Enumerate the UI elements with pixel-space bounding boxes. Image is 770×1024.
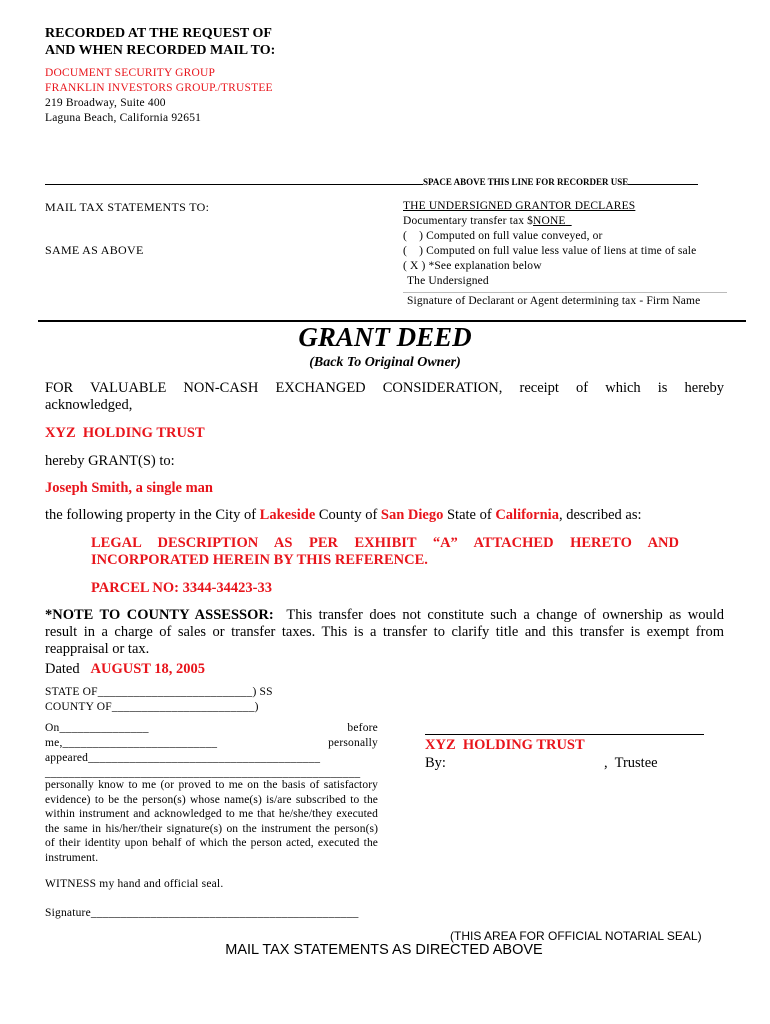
- mail-tax-value: SAME AS ABOVE: [45, 243, 144, 257]
- notary-signature-line: Signature_____________________________________________: [45, 907, 359, 919]
- deed-subtitle: (Back To Original Owner): [309, 355, 461, 370]
- signer-name: XYZ HOLDING TRUST: [425, 737, 585, 753]
- address-line-2: Laguna Beach, California 92651: [45, 112, 202, 124]
- property-suffix: , described as:: [558, 507, 642, 523]
- property-county: San Diego: [380, 507, 444, 523]
- recorder-use-line: [45, 177, 725, 187]
- legal-description: [91, 535, 679, 569]
- transfer-tax-label: Documentary transfer tax $: [403, 215, 534, 227]
- property-city: Lakeside: [259, 507, 316, 523]
- property-state: California: [495, 507, 559, 523]
- consideration-paragraph: [45, 380, 724, 414]
- company-name-2: FRANKLIN INVESTORS GROUP./TRUSTEE: [45, 82, 273, 94]
- notary-on-date: On_______________: [45, 722, 149, 734]
- dated-line: [45, 661, 205, 678]
- undersigned-text: The Undersigned: [407, 275, 489, 287]
- state-prefix: State of: [443, 507, 496, 523]
- legal-line-1: LEGAL DESCRIPTION AS PER EXHIBIT “A” ATTACHED HERETO AND: [91, 535, 679, 551]
- notary-acknowledgment-text: personally know to me (or proved to me on the basis of satisfactory evidence) to be the person(s) whose name(s) is/are subscribed to the within instrument and acknowledged to me that he/she/they executed the same in his/her/their signature(s) on the instrument the person(s) of their identity upon behalf of which the person acted, executed the instrument.: [45, 779, 378, 864]
- notary-state-line: STATE OF__________________________) SS: [45, 686, 273, 698]
- notary-witness: WITNESS my hand and official seal.: [45, 878, 224, 890]
- notary-blank-line: _____________________________________________________: [45, 767, 361, 779]
- legal-line-2: INCORPORATED HEREIN BY THIS REFERENCE.: [91, 552, 428, 568]
- grantee-name: Joseph Smith, a single man: [45, 480, 213, 496]
- note-label: *NOTE TO COUNTY ASSESSOR:: [45, 607, 274, 623]
- tax-option-3: ( X ) *See explanation below: [403, 260, 542, 272]
- note-line-2: result in a charge of sales or transfer taxes. This is a transfer to clarify title and this transfer is exempt from: [45, 624, 724, 640]
- property-prefix: the following property in the City of: [45, 507, 260, 523]
- grants-to-text: hereby GRANT(S) to:: [45, 453, 175, 469]
- footer-mail-tax-text: MAIL TAX STATEMENTS AS DIRECTED ABOVE: [225, 942, 543, 958]
- heading-line-2: AND WHEN RECORDED MAIL TO:: [45, 43, 276, 58]
- deed-title: GRANT DEED: [298, 322, 472, 352]
- assessor-note: [45, 607, 724, 658]
- transfer-tax-value: NONE: [533, 215, 566, 227]
- transfer-tax-line: [403, 214, 727, 229]
- return-address: [45, 66, 273, 126]
- tax-option-1: ( ) Computed on full value conveyed, or: [403, 230, 603, 242]
- notary-personally: personally: [328, 737, 378, 749]
- company-name-1: DOCUMENT SECURITY GROUP: [45, 67, 216, 79]
- recorder-rule-right: [628, 183, 698, 185]
- declarant-signature-label: Signature of Declarant or Agent determining tax - Firm Name: [403, 292, 727, 309]
- address-line-1: 219 Broadway, Suite 400: [45, 97, 166, 109]
- footer-mail-tax: [0, 942, 770, 958]
- notary-appeared: appeared_______________________________________: [45, 752, 321, 764]
- parcel-number: PARCEL NO: 3344-34423-33: [91, 580, 272, 596]
- note-line-1: [45, 607, 724, 624]
- dated-label: Dated: [45, 661, 80, 677]
- consideration-line-1: FOR VALUABLE NON-CASH EXCHANGED CONSIDERATION, receipt of which is hereby: [45, 380, 724, 396]
- dated-value: AUGUST 18, 2005: [90, 661, 206, 677]
- consideration-line-2: acknowledged,: [45, 397, 133, 413]
- declaration-heading: THE UNDERSIGNED GRANTOR DECLARES: [403, 200, 636, 212]
- note-line-1-text: This transfer does not constitute such a change of ownership as would: [273, 607, 724, 623]
- grantor-name: XYZ HOLDING TRUST: [45, 425, 205, 441]
- notary-before: before: [347, 722, 378, 734]
- signer-by-label: By:: [425, 755, 446, 771]
- notarial-seal-area-label: (THIS AREA FOR OFFICIAL NOTARIAL SEAL): [450, 929, 702, 943]
- notary-county-line: COUNTY OF________________________): [45, 701, 259, 713]
- recorder-rule-left: [45, 183, 423, 185]
- recording-request-heading: [45, 25, 275, 59]
- notary-me: me,__________________________: [45, 737, 218, 749]
- notary-on-block: [45, 721, 378, 781]
- signer-title: , Trustee: [604, 755, 658, 771]
- tax-option-2: ( ) Computed on full value less value of liens at time of sale: [403, 245, 697, 257]
- heading-line-1: RECORDED AT THE REQUEST OF: [45, 26, 272, 41]
- note-line-3: reappraisal or tax.: [45, 641, 150, 657]
- recorder-use-label: SPACE ABOVE THIS LINE FOR RECORDER USE: [423, 177, 629, 187]
- signer-signature-rule: [425, 734, 704, 735]
- grantor-declaration: [403, 199, 727, 309]
- county-prefix: County of: [315, 507, 381, 523]
- property-description: [45, 507, 642, 524]
- mail-tax-label: MAIL TAX STATEMENTS TO:: [45, 200, 210, 214]
